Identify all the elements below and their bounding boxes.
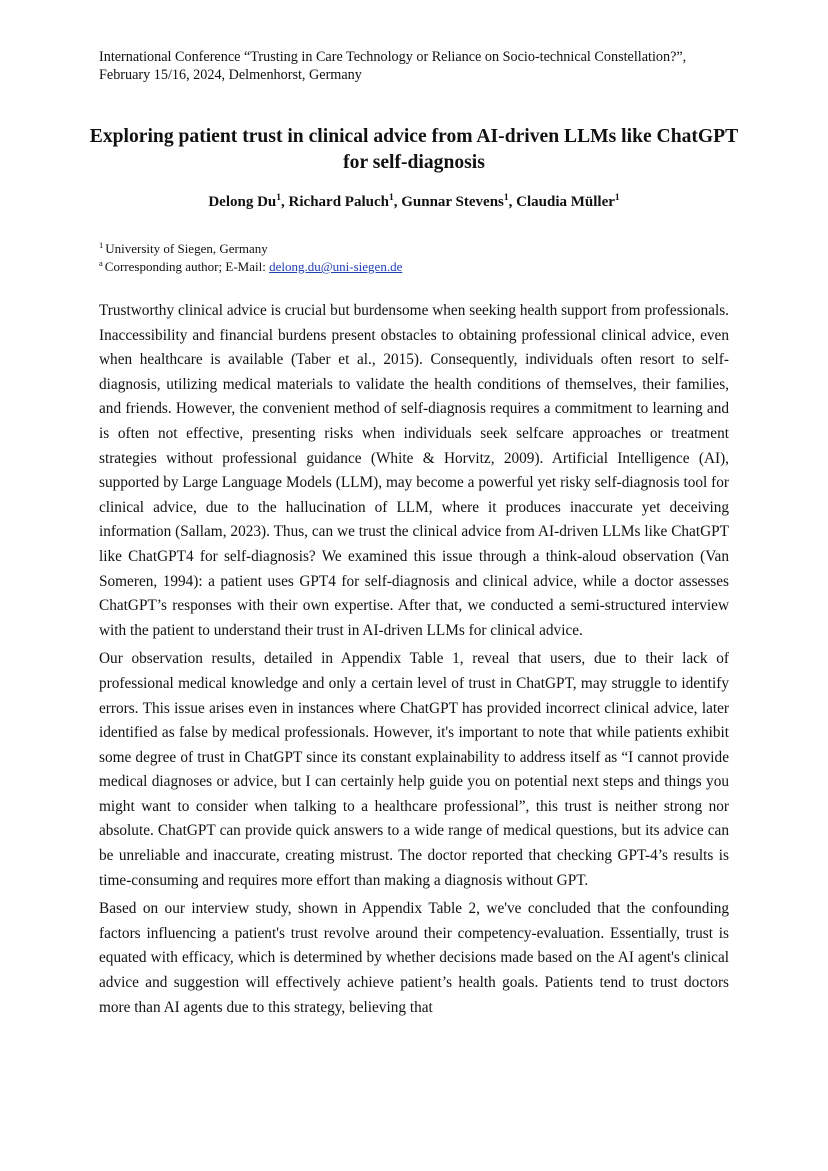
author-name: Delong Du (208, 194, 277, 210)
paper-title: Exploring patient trust in clinical advice from AI-driven LLMs like ChatGPT for self-diagnosis (89, 126, 739, 173)
corresponding-text: Corresponding author; E-Mail: (104, 259, 270, 274)
affiliation-text: University of Siegen, Germany (105, 241, 268, 256)
author-separator: , (508, 194, 517, 210)
author-affiliation-mark: 1 (388, 193, 394, 203)
author-separator: , (393, 194, 402, 210)
email-link[interactable]: delong.du@uni-siegen.de (269, 259, 403, 274)
corresponding-mark: a (99, 257, 103, 268)
affiliation-line (99, 240, 739, 258)
paragraph: Trustworthy clinical advice is crucial but burdensome when seeking health support from professionals. Inaccessibility and financial burdens present obstacles to obtaining professional clinical advice, even when healthcare is available (Taber et al., 2015). Consequently, individuals often resort to self-diagnosis, utilizing medical materials to validate the health conditions of themselves, their families, and friends. However, the convenient method of self-diagnosis requires a commitment to learning and is often not effective, presenting risks when individuals seek selfcare approaches or treatment strategies without professional guidance (White & Horvitz, 2009). Artificial Intelligence (AI), supported by Large Language Models (LLM), may become a powerful yet risky self-diagnosis tool for clinical advice, due to the hallucination of LLM, where it produces inaccurate yet deceiving information (Sallam, 2023). Thus, can we trust the clinical advice from AI-driven LLMs like ChatGPT like ChatGPT4 for self-diagnosis? We examined this issue through a think-aloud observation (Van Someren, 1994): a patient uses GPT4 for self-diagnosis and clinical advice, while a doctor assesses ChatGPT’s responses with their own expertise. After that, we conducted a semi-structured interview with the patient to understand their trust in AI-driven LLMs for clinical advice. (99, 302, 729, 639)
body-text (99, 299, 729, 1024)
author-name: Claudia Müller (516, 194, 615, 210)
paragraph: Our observation results, detailed in Appendix Table 1, reveal that users, due to their lack of professional medical knowledge and only a certain level of trust in ChatGPT, may struggle to identify errors. This issue arises even in instances where ChatGPT has provided incorrect clinical advice, later identified as false by medical professionals. However, it's important to note that while patients exhibit some degree of trust in ChatGPT since its constant explainability to address itself as “I cannot provide medical diagnoses or advice, but I can certainly help guide you on potential next steps and things you might want to consider when talking to a healthcare professional”, this trust is neither strong nor absolute. ChatGPT can provide quick answers to a wide range of medical questions, but its advice can be unreliable and inaccurate, creating mistrust. The doctor reported that checking GPT-4’s results is time-consuming and requires more effort than making a diagnosis without GPT. (99, 650, 729, 889)
author-name: Richard Paluch (288, 194, 389, 210)
author-list (80, 192, 748, 212)
author-name: Gunnar Stevens (401, 194, 504, 210)
paragraph: Based on our interview study, shown in Appendix Table 2, we've concluded that the confounding factors influencing a patient's trust revolve around their competency-evaluation. Essentially, trust is equated with efficacy, which is determined by whether decisions made based on the AI agent's clinical advice and suggestion will effectively achieve patient’s health goals. Patients tend to trust doctors more than AI agents due to this strategy, believing that (99, 900, 729, 1016)
conference-header: International Conference “Trusting in Care Technology or Reliance on Socio-technical Constellation?”, February 15/16, 2024, Delmenhorst, Germany (99, 49, 687, 83)
author-affiliation-mark: 1 (503, 193, 509, 203)
corresponding-author-line (99, 258, 739, 276)
author-affiliation-mark: 1 (614, 193, 620, 203)
author-affiliation-mark: 1 (276, 193, 282, 203)
affiliation-mark: 1 (99, 239, 104, 250)
author-separator: , (281, 194, 289, 210)
affiliations (99, 240, 739, 276)
